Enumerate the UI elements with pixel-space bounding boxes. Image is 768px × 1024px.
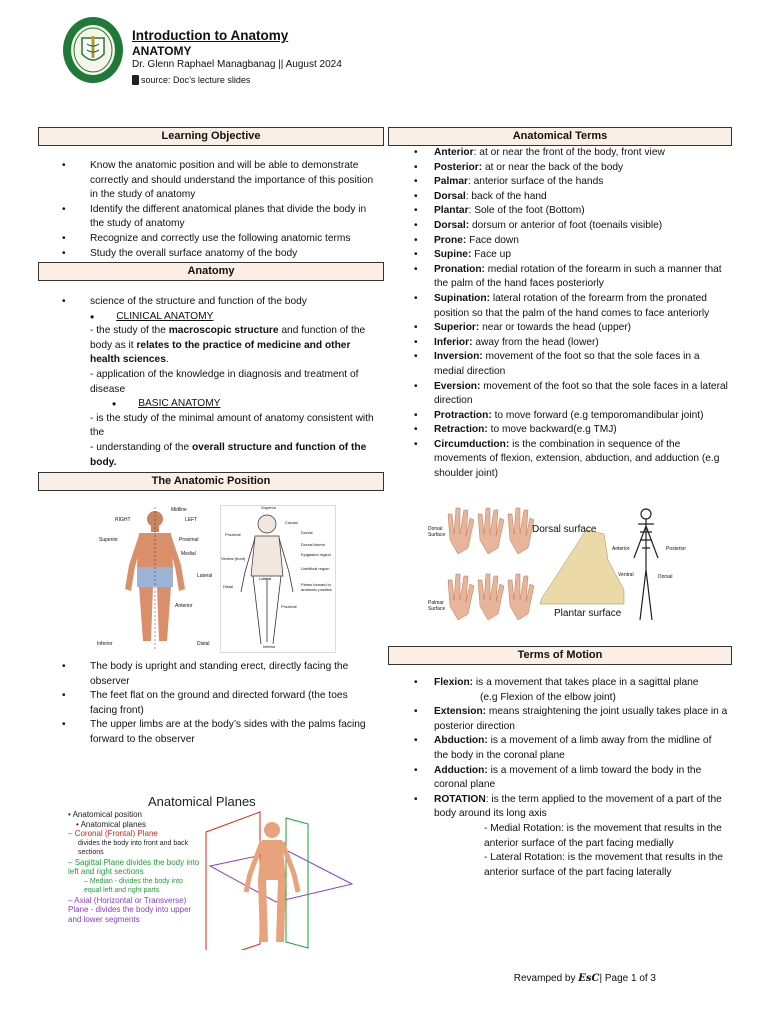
plane-line-5: – Median - divides the body into equal left and right parts — [84, 877, 183, 894]
term-item — [410, 292, 728, 321]
plane-line-0: • Anatomical position — [68, 810, 142, 819]
learning-objective-heading: Learning Objective — [38, 127, 384, 146]
term-definition: dorsum or anterior of foot (toenails visible) — [469, 219, 663, 231]
footer-text: Revamped by — [513, 973, 579, 984]
plane-line-6: – Axial (Horizontal or Transverse) Plane - divides the body into upper and lower segments — [68, 895, 192, 924]
medial-rotation-text: - Medial Rotation: is the movement that results in the anterior surface of the part facing medially — [484, 823, 722, 849]
term-item — [410, 380, 728, 409]
motion-term: Flexion: — [434, 677, 474, 688]
fig-label: Distal — [197, 641, 210, 647]
term-item — [410, 336, 728, 351]
basic-anatomy-text: - is the study of the minimal amount of anatomy consistent with the — [90, 412, 374, 439]
term-definition: away from the head (lower) — [472, 336, 599, 348]
source-line — [132, 75, 250, 85]
term-item — [410, 423, 728, 438]
term-definition: : anterior surface of the hands — [467, 176, 604, 188]
note-icon — [132, 75, 139, 85]
fig-label: Epigastric region — [301, 552, 331, 557]
anatomy-list — [52, 295, 376, 470]
motion-item — [410, 676, 728, 705]
plane-line-4: – Sagittal Plane divides the body into left and right sections — [68, 857, 200, 876]
term-name: Dorsal: — [434, 219, 470, 231]
term-definition: near or towards the head (upper) — [479, 322, 632, 334]
term-name: Dorsal — [434, 190, 466, 202]
anatomic-position-list — [52, 660, 376, 748]
term-definition: Face up — [471, 249, 512, 261]
motion-item — [410, 793, 728, 822]
lateral-rotation-text: - Lateral Rotation: is the movement that results in the anterior surface of the part facing laterally — [484, 852, 723, 878]
fig-label: RIGHT — [115, 517, 131, 523]
term-definition: : at or near the front of the body, front view — [473, 147, 665, 158]
basic-anatomy-text-2: - understanding of the overall structure and function of the body. — [90, 441, 367, 468]
basic-anatomy-title: BASIC ANATOMY — [138, 398, 221, 410]
term-definition: to move forward (e.g temporomandibular joint) — [491, 409, 704, 421]
fig-label: Distal — [223, 584, 234, 589]
plane-line-2: – Coronal (Frontal) Plane — [68, 829, 158, 838]
term-name: Retraction: — [434, 424, 488, 436]
motion-definition: means straightening the joint usually takes place in a posterior direction — [434, 706, 728, 732]
term-item — [410, 146, 728, 161]
fig-label: Dorsal Surface — [428, 526, 446, 538]
anatomical-terms-figure — [428, 500, 696, 630]
term-definition: at or near the back of the body — [482, 161, 624, 173]
fig-label: Anterior — [612, 546, 630, 552]
page-number: | Page 1 of 3 — [599, 973, 656, 984]
subject-title: ANATOMY — [132, 44, 192, 58]
term-name: Inferior: — [434, 336, 473, 348]
term-item — [410, 248, 728, 263]
term-item — [410, 409, 728, 424]
list-item: • Identify the different anatomical planes that divide the body in the study of anatomy — [52, 203, 380, 232]
term-definition: is the combination in sequence of the movements of flexion, extension, abduction, and adduction (e.g shoulder joint) — [434, 438, 720, 480]
fig-label: Umbilical region — [301, 566, 330, 571]
fig-label: Lateral — [259, 576, 272, 581]
motion-term: Abduction: — [434, 735, 488, 747]
clinical-anatomy-application: - application of the knowledge in diagnosis and treatment of disease — [90, 368, 359, 395]
planes-figure-list — [68, 810, 200, 924]
fig-label: Proximal — [281, 604, 297, 609]
term-item — [410, 175, 728, 190]
fig-label: Cranial — [285, 520, 298, 525]
term-name: Posterior: — [434, 161, 483, 173]
term-item — [410, 204, 728, 219]
plane-line-1: • Anatomical planes — [76, 819, 146, 829]
college-seal-logo — [62, 16, 124, 84]
motion-item — [410, 764, 728, 793]
document-title: Introduction to Anatomy — [132, 28, 289, 43]
motion-definition: is a movement that takes place in a sagittal plane — [473, 677, 699, 688]
term-name: Eversion: — [434, 380, 481, 392]
term-definition: lateral rotation of the forearm from the pronated position so that the palm of the hand comes to face anteriorly — [434, 292, 710, 319]
list-item: • The body is upright and standing erect, directly facing the observer — [52, 660, 376, 689]
anatomic-position-diagram — [220, 505, 336, 653]
list-item: • The feet flat on the ground and directed forward (the toes facing front) — [52, 689, 376, 718]
motion-term: ROTATION — [434, 793, 486, 805]
fig-label: Anterior — [175, 603, 193, 609]
term-name: Plantar — [434, 205, 469, 217]
fig-label: Ventral — [618, 572, 634, 578]
term-definition: medial rotation of the forearm in such a manner that the palm of the hand faces posteriorly — [434, 263, 722, 290]
basic-anatomy-subhead: • BASIC ANATOMY — [112, 397, 221, 412]
term-item — [410, 234, 728, 249]
fig-label: Proximal — [179, 537, 199, 543]
term-name: Anterior — [434, 147, 474, 158]
term-item — [410, 263, 728, 292]
term-definition: movement of the foot so that the sole faces in a medial direction — [434, 351, 700, 377]
plane-line-3: divides the body into front and back sections — [78, 839, 189, 856]
term-name: Protraction: — [434, 409, 492, 421]
anatomical-terms-list — [410, 146, 728, 482]
fig-label: Inferior — [263, 644, 276, 649]
term-name: Supine: — [434, 249, 472, 261]
list-item: • Recognize and correctly use the following anatomic terms — [52, 232, 380, 247]
term-item — [410, 321, 728, 336]
term-name: Inversion: — [434, 351, 483, 363]
term-definition: : Sole of the foot (Bottom) — [468, 205, 585, 217]
learning-objective-list — [52, 159, 380, 261]
planes-figure-title: Anatomical Planes — [148, 794, 256, 809]
motion-definition: is a movement of a limb away from the midline of the body in the coronal plane — [434, 735, 712, 761]
terms-of-motion-heading: Terms of Motion — [388, 646, 732, 665]
fig-label: Superior — [261, 505, 277, 510]
page-footer — [514, 973, 656, 984]
motion-example: (e.g Flexion of the elbow joint) — [480, 691, 616, 703]
fig-label: Dorsal surface — [532, 524, 597, 535]
term-item — [410, 161, 728, 176]
clinical-anatomy-title: CLINICAL ANATOMY — [116, 310, 214, 322]
fig-label: Proximal — [225, 532, 241, 537]
fig-label: Medial — [181, 551, 196, 557]
term-name: Pronation: — [434, 263, 485, 275]
clinical-anatomy-text: - the study of the macroscopic structure and function of the body as it relates to the practice of medicine and other health sciences. — [90, 325, 366, 366]
term-definition: movement of the foot so that the sole faces in a lateral direction — [434, 380, 728, 407]
term-definition: : back of the hand — [465, 190, 547, 202]
term-item — [410, 350, 728, 379]
term-name: Superior: — [434, 322, 480, 334]
list-item: • The upper limbs are at the body’s sides with the palms facing forward to the observer — [52, 718, 376, 747]
source-text: source: Doc’s lecture slides — [141, 75, 251, 85]
list-item: • Study the overall surface anatomy of the body — [52, 247, 380, 262]
list-item: • science of the structure and function of the body — [52, 295, 376, 310]
fig-label: Lateral — [197, 573, 213, 579]
anatomical-planes-figure — [62, 792, 358, 950]
motion-definition: : is the term applied to the movement of a part of the body around its long axis — [434, 793, 722, 820]
fig-label: Ventral (front) — [221, 556, 246, 561]
term-item — [410, 190, 728, 205]
fig-label: Superior — [99, 537, 118, 543]
term-definition: to move backward(e.g TMJ) — [487, 424, 617, 436]
fig-label: Dorsal — [301, 530, 313, 535]
motion-term: Adduction: — [434, 764, 488, 776]
term-name: Supination: — [434, 292, 491, 304]
term-name: Palmar — [434, 176, 468, 188]
author-line: Dr. Glenn Raphael Managbanag || August 2024 — [132, 59, 342, 70]
motion-term: Extension: — [434, 706, 487, 718]
anatomic-position-figure — [93, 505, 215, 651]
clinical-anatomy-subhead: • CLINICAL ANATOMY — [90, 309, 214, 324]
anatomic-position-heading: The Anatomic Position — [38, 472, 384, 491]
anatomical-terms-heading: Anatomical Terms — [388, 127, 732, 146]
fig-label: LEFT — [185, 517, 198, 523]
fig-label: Palmar Surface — [428, 600, 446, 612]
term-item — [410, 438, 728, 482]
anatomy-heading: Anatomy — [38, 262, 384, 281]
fig-label: Posterior — [666, 546, 687, 552]
terms-of-motion-list — [410, 676, 728, 822]
term-name: Prone: — [434, 234, 467, 246]
fig-label: Dorsal — [658, 574, 673, 580]
term-definition: Face down — [466, 234, 519, 246]
fig-label: Palms forward in anatomic position — [301, 582, 333, 592]
footer-signature: EsC — [578, 973, 600, 984]
motion-definition: is a movement of a limb toward the body in the coronal plane — [434, 764, 702, 791]
fig-label: Inferior — [97, 641, 113, 647]
list-item: • Know the anatomic position and will be able to demonstrate correctly and should understand the importance of this position in the study of anatomy — [52, 159, 380, 203]
term-name: Circumduction: — [434, 438, 510, 450]
motion-item — [410, 705, 728, 734]
fig-label: Dorsal thumb — [301, 542, 325, 547]
term-item — [410, 219, 728, 234]
fig-label: Midline — [171, 507, 187, 513]
fig-label: Plantar surface — [554, 608, 622, 619]
motion-item — [410, 734, 728, 763]
